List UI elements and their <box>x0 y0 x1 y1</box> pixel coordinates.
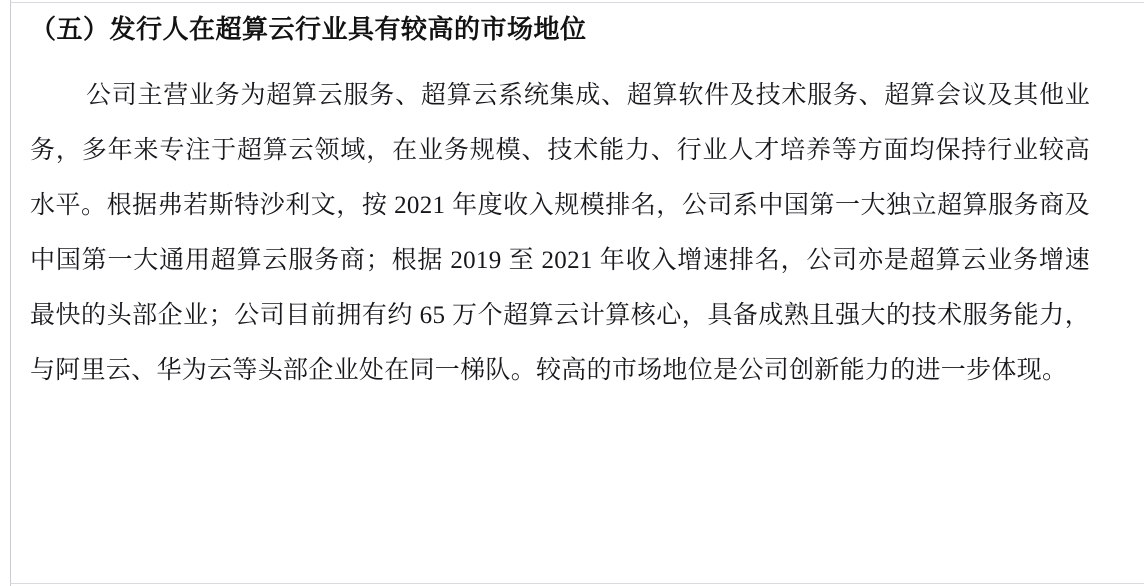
document-content <box>30 10 1120 398</box>
section-heading: （五）发行人在超算云行业具有较高的市场地位 <box>30 15 587 44</box>
page-top-rule <box>10 2 1144 3</box>
page-bottom-rule <box>10 583 1144 584</box>
section-paragraph: 公司主营业务为超算云服务、超算云系统集成、超算软件及技术服务、超算会议及其他业务，多年来专注于超算云领域，在业务规模、技术能力、行业人才培养等方面均保持行业较高水平。根据弗若斯特沙利文，按 2021 年度收入规模排名，公司系中国第一大独立超算服务商及中国第一大通用超算云服务商；根据 2019 至 2021 年收入增速排名，公司亦是超算云业务增速最快的头部企业；公司目前拥有约 65 万个超算云计算核心，具备成熟且强大的技术服务能力，与阿里云、华为云等头部企业处在同一梯队。较高的市场地位是公司创新能力的进一步体现。 <box>30 82 1090 384</box>
page-left-rule <box>10 0 11 586</box>
